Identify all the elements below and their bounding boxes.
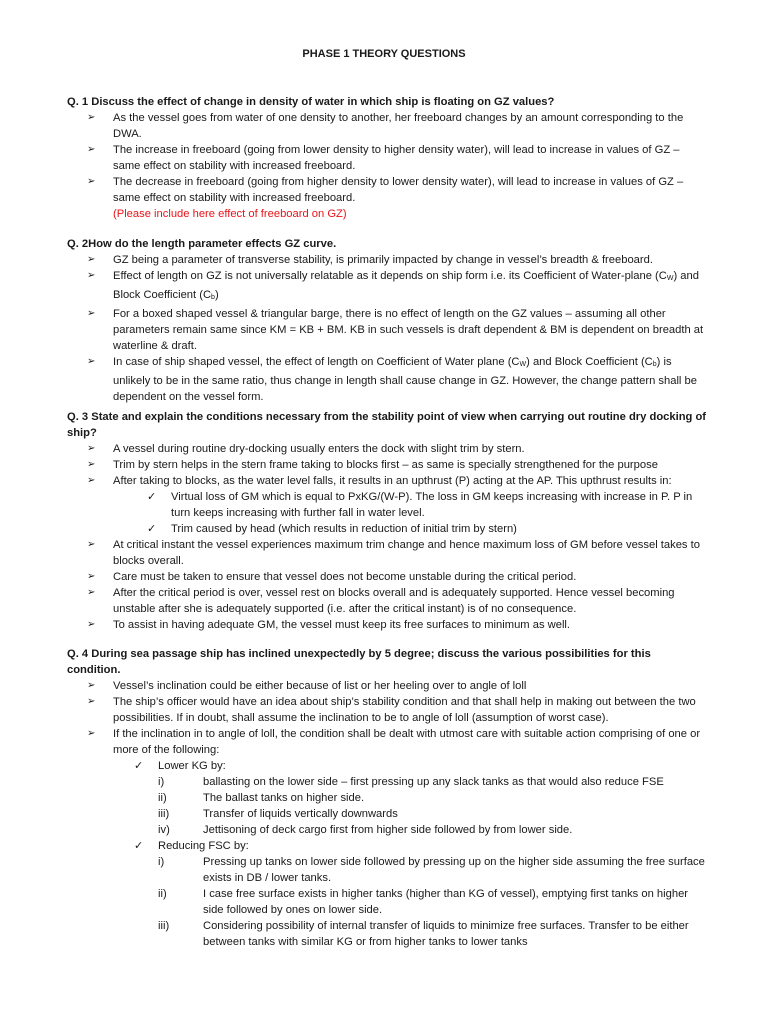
numbered-item: iv) Jettisoning of deck cargo first from higher side followed by from lower side. (158, 824, 573, 836)
arrow-bullet-icon: ➢ (87, 308, 96, 319)
page-title: PHASE 1 THEORY QUESTIONS (302, 48, 466, 60)
numbered-item: iii) Transfer of liquids vertically downwards (158, 808, 398, 820)
list-item: ➢ The increase in freeboard (going from lower density to higher density water), will lead to increase in values of GZ – same effect on stability with increased freeboard. (87, 144, 680, 172)
list-item: ➢ The decrease in freeboard (going from higher density to lower density water), will lead to increase in values of GZ – same effect on stability with increased freeboard. (87, 176, 684, 204)
numbered-item: ii) I case free surface exists in higher tanks (higher than KG of vessel), emptying first tanks on higher side followed by ones on lower side. (158, 888, 689, 916)
question-4 (67, 646, 707, 950)
question-1-heading: Q. 1 Discuss the effect of change in density of water in which ship is floating on GZ values? (67, 96, 555, 108)
arrow-bullet-icon: ➢ (87, 571, 96, 582)
list-item: ➢ GZ being a parameter of transverse stability, is primarily impacted by change in vessel’s breadth & freeboard. (87, 254, 653, 266)
question-2-heading: Q. 2How do the length parameter effects GZ curve. (67, 238, 337, 250)
question-3 (67, 409, 707, 633)
list-item: ➢ At critical instant the vessel experiences maximum trim change and hence maximum loss of GM before vessel takes to blocks overall. (87, 539, 700, 567)
checkmark-icon: ✓ (134, 760, 144, 772)
question-1 (67, 94, 707, 222)
numbered-item: i) ballasting on the lower side – first pressing up any slack tanks as that would also reduce FSE (158, 776, 664, 788)
list-item: ➢ Effect of length on GZ is not universally relatable as it depends on ship form i.e. its Coefficient of Water-plane $(C_W)$ and Block Coefficient $(C_b)$ (87, 270, 699, 301)
arrow-bullet-icon: ➢ (87, 728, 96, 739)
arrow-bullet-icon: ➢ (87, 539, 96, 550)
list-item: ➢ Care must be taken to ensure that vessel does not become unstable during the critical period. (87, 571, 577, 583)
sub-list-item: ✓ Trim caused by head (which results in reduction of initial trim by stern) (147, 523, 517, 535)
arrow-bullet-icon: ➢ (87, 475, 96, 486)
sub-list-item: ✓ Reducing FSC by: (134, 840, 249, 852)
checkmark-icon: ✓ (147, 523, 157, 535)
list-item: ➢ To assist in having adequate GM, the vessel must keep its free surfaces to minimum as well. (87, 619, 571, 631)
list-item: ➢ The ship’s officer would have an idea about ship’s stability condition and that shall help in making out between the two possibilities. If in doubt, shall assume the inclination to be to angle of loll (assumption of worst case). (87, 696, 696, 724)
list-item: ➢ For a boxed shaped vessel & triangular barge, there is no effect of length on the GZ values – assuming all other parameters remain same since KM = KB + BM. KB in such vessels is draft dependent & BM is dependent on breadth at waterline & draft. (87, 308, 704, 352)
arrow-bullet-icon: ➢ (87, 696, 96, 707)
arrow-bullet-icon: ➢ (87, 270, 96, 281)
question-4-heading: Q. 4 During sea passage ship has inclined unexpectedly by 5 degree; discuss the various possibilities for this condition. (67, 648, 651, 676)
numbered-item: iii) Considering possibility of internal transfer of liquids to minimize free surfaces. Transfer to be either between tanks with similar KG or from higher tanks to lower tanks (158, 920, 689, 948)
checkmark-icon: ✓ (147, 491, 157, 503)
question-3-heading: Q. 3 State and explain the conditions necessary from the stability point of view when carrying out routine dry docking of ship? (67, 411, 707, 439)
arrow-bullet-icon: ➢ (87, 619, 96, 630)
list-item: ➢ In case of ship shaped vessel, the effect of length on Coefficient of Water plane $(C_W)$ and Block Coefficient $(C_b)$ is unlikely to be in the same ratio, thus change in length shall cause change in GZ. However, the change pattern shall be dependent on the vessel form. (87, 356, 697, 403)
arrow-bullet-icon: ➢ (87, 254, 96, 265)
arrow-bullet-icon: ➢ (87, 459, 96, 470)
question-2 (67, 236, 707, 405)
checkmark-icon: ✓ (134, 840, 144, 852)
list-item: ➢ As the vessel goes from water of one density to another, her freeboard changes by an amount corresponding to the DWA. (87, 112, 684, 140)
arrow-bullet-icon: ➢ (87, 680, 96, 691)
arrow-bullet-icon: ➢ (87, 176, 96, 187)
arrow-bullet-icon: ➢ (87, 112, 96, 123)
list-item: ➢ Trim by stern helps in the stern frame taking to blocks first – as same is specially strengthened for the purpose (87, 459, 658, 471)
arrow-bullet-icon: ➢ (87, 443, 96, 454)
list-item: ➢ Vessel’s inclination could be either because of list or her heeling over to angle of loll (87, 680, 527, 692)
arrow-bullet-icon: ➢ (87, 356, 96, 367)
sub-list-item: ✓ Virtual loss of GM which is equal to PxKG/(W-P). The loss in GM keeps increasing with increase in P. P in turn keeps increasing with further fall in water level. (147, 491, 693, 519)
list-item: ➢ If the inclination in to angle of loll, the condition shall be dealt with utmost care with suitable action comprising of one or more of the following: (87, 728, 701, 756)
red-note: (Please include here effect of freeboard on GZ) (113, 208, 347, 220)
numbered-item: i) Pressing up tanks on lower side followed by pressing up on the higher side assuming the free surface exists in DB / lower tanks. (158, 856, 705, 884)
numbered-item: ii) The ballast tanks on higher side. (158, 792, 365, 804)
list-item: ➢ After taking to blocks, as the water level falls, it results in an upthrust (P) acting at the AP. This upthrust results in: (87, 475, 672, 487)
list-item: ➢ After the critical period is over, vessel rest on blocks overall and is adequately supported. Hence vessel becoming unstable after she is adequately supported (i.e. after the critical instant) is of no consequence. (87, 587, 675, 615)
list-item: ➢ A vessel during routine dry-docking usually enters the dock with slight trim by stern. (87, 443, 525, 455)
arrow-bullet-icon: ➢ (87, 144, 96, 155)
arrow-bullet-icon: ➢ (87, 587, 96, 598)
sub-list-item: ✓ Lower KG by: (134, 760, 226, 772)
